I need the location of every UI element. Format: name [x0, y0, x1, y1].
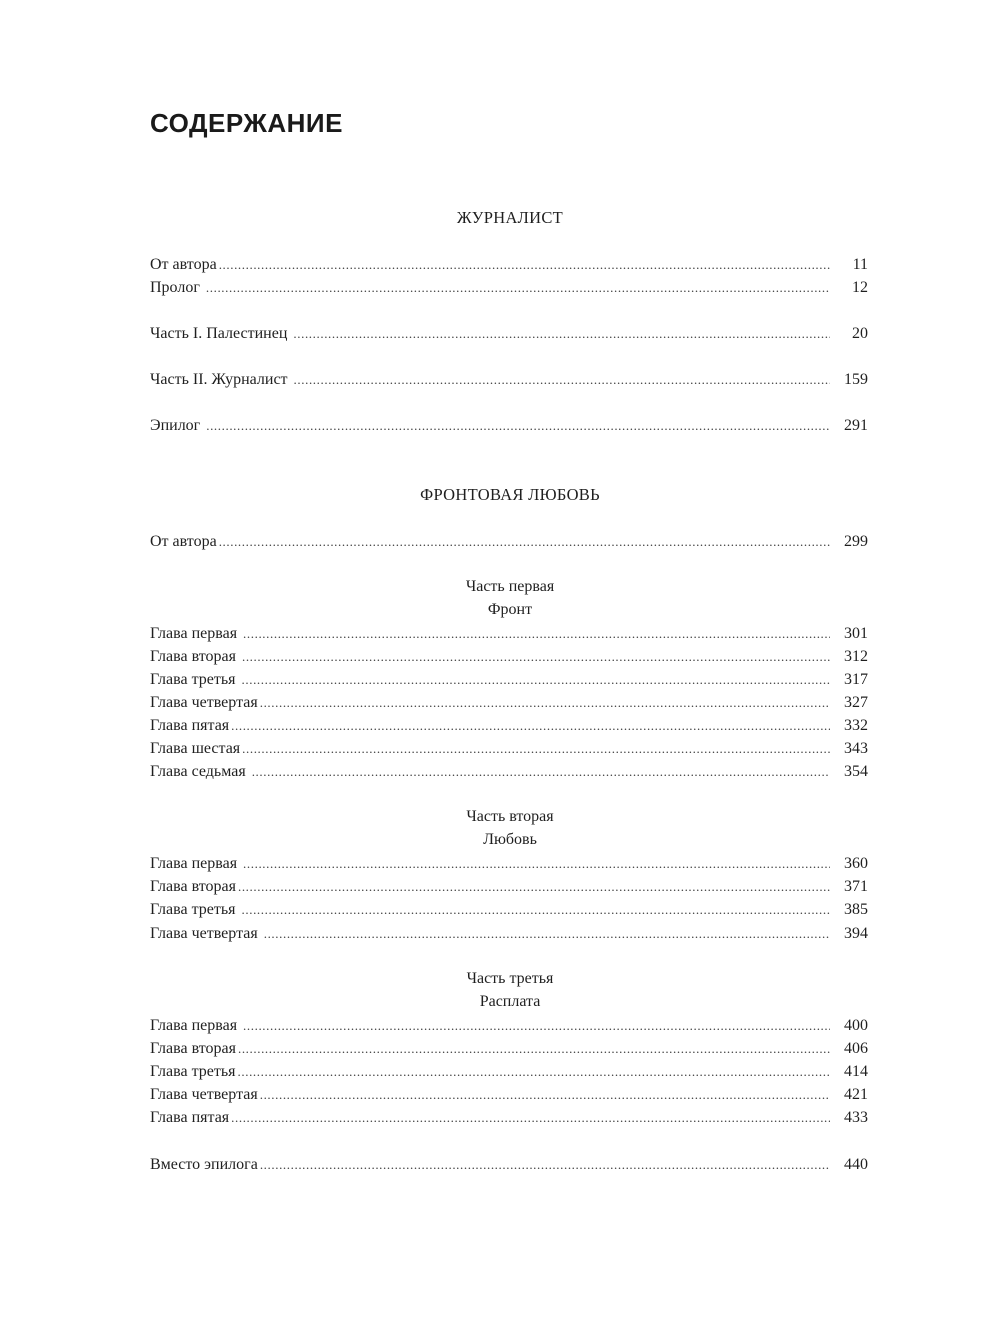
dot-leader [231, 715, 830, 737]
dot-leader [238, 1061, 830, 1083]
toc-entry[interactable] [150, 623, 868, 645]
dot-leader [242, 646, 830, 668]
toc-entry-page: 440 [844, 1156, 868, 1173]
dot-leader [243, 853, 830, 875]
toc-entry[interactable] [150, 692, 868, 714]
dot-leader [243, 623, 830, 645]
dot-leader [219, 254, 830, 276]
toc-entry-label: От автора [150, 533, 217, 550]
toc-entry[interactable] [150, 899, 868, 921]
toc-entry-page: 385 [844, 901, 868, 918]
toc-entry-page: 317 [844, 671, 868, 688]
toc-entry-label: Глава четвертая [150, 694, 258, 711]
toc-entry-label: Эпилог [150, 417, 205, 434]
toc-entry[interactable] [150, 277, 868, 299]
toc-entry-page: 414 [844, 1063, 868, 1080]
toc-entry[interactable] [150, 876, 868, 898]
toc-entry[interactable] [150, 1154, 868, 1176]
toc-entry-label: От автора [150, 256, 217, 273]
toc-entry-label: Глава третья [150, 1063, 236, 1080]
dot-leader [242, 738, 830, 760]
toc-entry[interactable] [150, 1038, 868, 1060]
toc-entry-label: Вместо эпилога [150, 1156, 258, 1173]
dot-leader [242, 899, 830, 921]
toc-entry[interactable] [150, 254, 868, 276]
toc-entry-page: 291 [844, 417, 868, 434]
dot-leader [294, 369, 830, 391]
toc-entry-label: Глава четвертая [150, 1086, 258, 1103]
toc-entry-page: 301 [844, 625, 868, 642]
toc-entry[interactable] [150, 1084, 868, 1106]
toc-entry-label: Глава пятая [150, 717, 230, 734]
toc-entry-page: 354 [844, 763, 868, 780]
toc-entry-page: 360 [844, 855, 868, 872]
dot-leader [260, 1154, 830, 1176]
dot-leader [206, 415, 830, 437]
toc-entry[interactable] [150, 715, 868, 737]
toc-entry[interactable] [150, 1107, 868, 1129]
toc-entry-page: 312 [844, 648, 868, 665]
dot-leader [242, 669, 830, 691]
part-title: Часть вторая [466, 808, 554, 825]
toc-entry[interactable] [150, 853, 868, 875]
toc-entry-page: 371 [844, 878, 868, 895]
toc-entry-label: Глава шестая [150, 740, 241, 757]
toc-entry-label: Глава третья [150, 901, 240, 918]
toc-entry[interactable] [150, 738, 868, 760]
toc-entry-page: 159 [844, 371, 868, 388]
toc-entry[interactable] [150, 531, 868, 553]
toc-entry-label: Часть II. Журналист [150, 371, 292, 388]
toc-entry-page: 11 [852, 256, 868, 273]
dot-leader [206, 277, 830, 299]
dot-leader [231, 1107, 830, 1129]
toc-entry-page: 400 [844, 1017, 868, 1034]
toc-entry[interactable] [150, 323, 868, 345]
section-heading-journalist: ЖУРНАЛИСТ [456, 208, 564, 227]
toc-entry[interactable] [150, 369, 868, 391]
part-name: Фронт [487, 601, 533, 618]
toc-entry-page: 433 [844, 1109, 868, 1126]
toc-entry-label: Часть I. Палестинец [150, 325, 292, 342]
toc-entry-page: 343 [844, 740, 868, 757]
toc-entry-label: Глава седьмая [150, 763, 250, 780]
toc-entry-label: Глава вторая [150, 1040, 236, 1057]
toc-entry-label: Глава первая [150, 1017, 242, 1034]
toc-entry-label: Глава вторая [150, 648, 240, 665]
toc-entry-page: 394 [844, 925, 868, 942]
part-name: Расплата [479, 993, 541, 1010]
toc-entry-label: Глава третья [150, 671, 240, 688]
section-heading-front-love: ФРОНТОВАЯ ЛЮБОВЬ [420, 485, 600, 504]
dot-leader [252, 761, 830, 783]
dot-leader [264, 923, 830, 945]
toc-entry[interactable] [150, 1061, 868, 1083]
part-title: Часть третья [466, 970, 554, 987]
toc-entry-page: 12 [852, 279, 868, 296]
toc-entry[interactable] [150, 761, 868, 783]
toc-entry-label: Глава первая [150, 855, 242, 872]
toc-entry[interactable] [150, 1015, 868, 1037]
dot-leader [260, 1084, 830, 1106]
dot-leader [293, 323, 830, 345]
toc-entry-page: 20 [852, 325, 868, 342]
toc-entry[interactable] [150, 415, 868, 437]
page-title: СОДЕРЖАНИЕ [150, 108, 343, 138]
part-name: Любовь [483, 831, 537, 848]
toc-entry-label: Глава первая [150, 625, 242, 642]
toc-entry[interactable] [150, 669, 868, 691]
dot-leader [238, 1038, 830, 1060]
toc-entry[interactable] [150, 923, 868, 945]
toc-entry-page: 327 [844, 694, 868, 711]
dot-leader [238, 876, 830, 898]
toc-entry-label: Пролог [150, 279, 204, 296]
toc-entry-label: Глава пятая [150, 1109, 230, 1126]
toc-entry-page: 332 [844, 717, 868, 734]
dot-leader [260, 692, 830, 714]
toc-entry[interactable] [150, 646, 868, 668]
part-title: Часть первая [465, 578, 555, 595]
toc-entry-page: 406 [844, 1040, 868, 1057]
toc-entry-page: 299 [844, 533, 868, 550]
toc-entry-label: Глава вторая [150, 878, 236, 895]
dot-leader [219, 531, 830, 553]
toc-entry-label: Глава четвертая [150, 925, 262, 942]
toc-entry-page: 421 [844, 1086, 868, 1103]
dot-leader [243, 1015, 830, 1037]
